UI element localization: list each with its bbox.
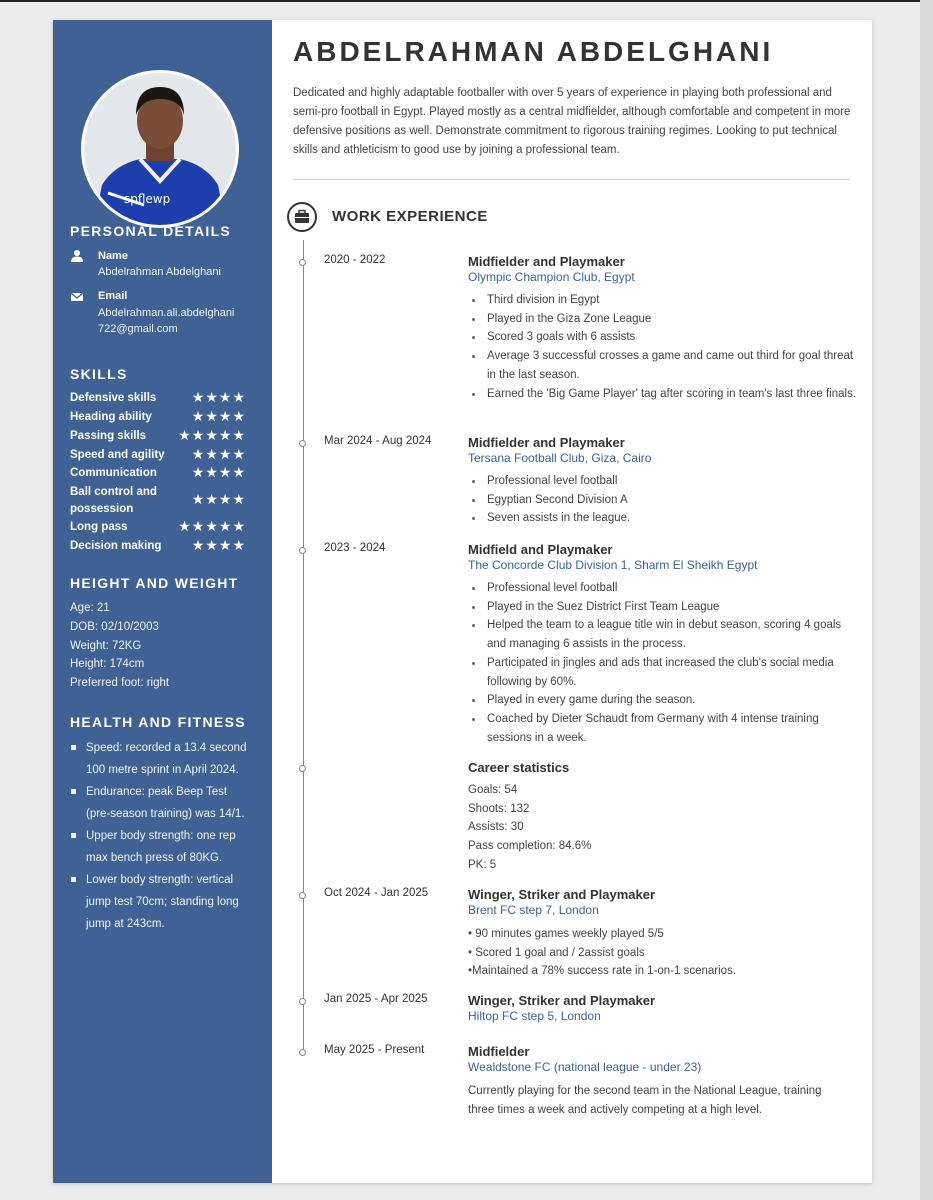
timeline-dot [299, 440, 306, 447]
job-bullet: Professional level football [468, 472, 858, 491]
job-detail-line: • Scored 1 goal and / 2assist goals [468, 946, 645, 959]
job-organization: Brent FC step 7, London [468, 903, 599, 917]
skills-heading: SKILLS [70, 366, 128, 382]
skill-name: Long pass [70, 521, 128, 533]
fitness-item: Upper body strength: one rep max bench press of 80KG. [70, 825, 250, 869]
job-date: 2023 - 2024 [324, 542, 386, 554]
fitness-item: Endurance: peak Beep Test (pre-season training) was 14/1. [70, 781, 250, 825]
job-organization: Tersana Football Club, Giza, Cairo [468, 451, 652, 465]
name-label: Name [98, 250, 128, 262]
job-title: Midfielder and Playmaker [468, 435, 625, 450]
name-value: Abdelrahman Abdelghani [98, 266, 221, 278]
fitness-item: Speed: recorded a 13.4 second 100 metre sprint in April 2024. [70, 737, 250, 781]
skill-name: Communication [70, 467, 157, 479]
job-bullet: Seven assists in the league. [468, 509, 858, 528]
job-date: May 2025 - Present [324, 1044, 425, 1056]
timeline-dot [299, 259, 306, 266]
skill-rating-stars: ★★★★ [191, 464, 246, 480]
timeline-dot [299, 765, 306, 772]
timeline-dot [299, 998, 306, 1005]
health-fitness-list [70, 737, 250, 935]
main-content [272, 20, 872, 1183]
email-value-line2: 722@gmail.com [98, 323, 178, 335]
timeline-dot [299, 1049, 306, 1056]
job-organization: Olympic Champion Club, Egypt [468, 270, 635, 284]
job-organization: Hiltop FC step 5, London [468, 1009, 601, 1023]
skill-name: Speed and agility [70, 449, 165, 461]
skill-name: Defensive skills [70, 392, 157, 404]
job-organization: Wealdstone FC (national league - under 23) [468, 1060, 702, 1074]
job-bullets [468, 579, 858, 747]
job-bullet: Professional level football [468, 579, 858, 598]
job-detail-line: • 90 minutes games weekly played 5/5 [468, 928, 664, 940]
skill-rating-stars: ★★★★ [191, 446, 246, 462]
job-detail-line: •Maintained a 78% success rate in 1-on-1 scenarios. [468, 965, 737, 978]
height-weight-heading: HEIGHT AND WEIGHT [70, 575, 239, 591]
job-bullet: Played in the Giza Zone League [468, 310, 858, 329]
job-detail-line: three times a week and actively competing at a high level. [468, 1103, 763, 1116]
timeline-line [303, 240, 304, 1055]
timeline-dot [299, 892, 306, 899]
job-bullet: Participated in jingles and ads that increased the club's social media following by 60%. [468, 654, 858, 691]
preferred-foot-value: Preferred foot: right [70, 677, 170, 689]
job-title: Midfielder and Playmaker [468, 254, 625, 269]
stat-goals: Goals: 54 [468, 784, 518, 796]
stat-pass-completion: Pass completion: 84.6% [468, 840, 592, 853]
skill-rating-stars: ★★★★ [191, 537, 246, 553]
briefcase-icon [287, 202, 317, 232]
job-bullet: Scored 3 goals with 6 assists [468, 328, 858, 347]
job-organization: The Concorde Club Division 1, Sharm El Sheikh Egypt [468, 558, 758, 572]
job-date: 2020 - 2022 [324, 254, 386, 266]
job-detail-line: Currently playing for the second team in the National League, training [468, 1085, 822, 1097]
job-title: Midfielder [468, 1044, 530, 1059]
career-statistics-title: Career statistics [468, 760, 570, 775]
job-bullets [468, 472, 858, 528]
weight-value: Weight: 72KG [70, 640, 142, 652]
right-margin-strip [920, 0, 933, 1200]
job-bullet: Average 3 successful crosses a game and came out third for goal threat in the last season. [468, 347, 858, 384]
svg-text:spflewp: spflewp [124, 192, 171, 206]
stat-assists: Assists: 30 [468, 821, 524, 834]
health-fitness-heading: HEALTH AND FITNESS [70, 714, 246, 730]
stat-shoots: Shoots: 132 [468, 802, 530, 815]
profile-summary: Dedicated and highly adaptable footballer with over 5 years of experience in playing both professional and semi-pro football in Egypt. Played mostly as a central midfielder, although comfortable and competent in more defensive positions as well. Demonstrate commitment to rigorous training regimes. Looking to put technical skills and athleticism to good use by joining a professional team. [293, 87, 851, 156]
job-bullet: Played in every game during the season. [468, 691, 858, 710]
job-bullet: Played in the Suez District First Team League [468, 598, 858, 617]
skill-name: Ball control and possession [70, 486, 157, 515]
skill-rating-stars: ★★★★★ [178, 427, 246, 443]
dob-value: DOB: 02/10/2003 [70, 621, 159, 633]
sidebar [53, 20, 272, 1183]
skill-name: Passing skills [70, 430, 147, 442]
skill-rating-stars: ★★★★★ [178, 518, 246, 534]
player-portrait [84, 73, 236, 225]
job-bullets [468, 291, 858, 403]
skill-rating-stars: ★★★★ [191, 408, 246, 424]
skill-name: Heading ability [70, 411, 152, 423]
job-bullet: Egyptian Second Division A [468, 491, 858, 510]
job-title: Winger, Striker and Playmaker [468, 887, 656, 902]
age-value: Age: 21 [70, 602, 110, 614]
timeline-dot [299, 547, 306, 554]
email-value-line1: Abdelrahman.ali.abdelghani [98, 307, 235, 319]
job-bullet: Third division in Egypt [468, 291, 858, 310]
email-label: Email [98, 290, 128, 302]
job-bullet: Coached by Dieter Schaudt from Germany with 4 intense training sessions in a week. [468, 710, 858, 747]
stat-pk: PK: 5 [468, 858, 497, 871]
skill-rating-stars: ★★★★ [191, 389, 246, 405]
profile-photo [81, 70, 239, 228]
person-icon [70, 249, 84, 263]
job-title: Winger, Striker and Playmaker [468, 993, 656, 1008]
work-experience-heading: WORK EXPERIENCE [332, 208, 488, 225]
envelope-icon [70, 290, 84, 304]
candidate-name: ABDELRAHMAN ABDELGHANI [293, 36, 774, 67]
skill-name: Decision making [70, 540, 162, 552]
job-date: Oct 2024 - Jan 2025 [324, 887, 429, 899]
job-date: Jan 2025 - Apr 2025 [324, 993, 428, 1005]
fitness-item: Lower body strength: vertical jump test 70cm; standing long jump at 243cm. [70, 869, 250, 935]
job-title: Midfield and Playmaker [468, 542, 613, 557]
height-value: Height: 174cm [70, 658, 145, 670]
section-divider [293, 179, 850, 180]
job-details [468, 1082, 858, 1119]
resume-page [53, 20, 872, 1183]
job-date: Mar 2024 - Aug 2024 [324, 435, 432, 447]
job-bullet: Helped the team to a league title win in debut season, scoring 4 goals and managing 6 assists in the process. [468, 616, 858, 653]
job-bullet: Earned the 'Big Game Player' tag after scoring in team's last three finals. [468, 385, 858, 404]
top-edge-line [0, 0, 933, 2]
career-statistics-list [468, 781, 858, 875]
personal-details-heading: PERSONAL DETAILS [70, 223, 232, 239]
job-details [468, 925, 858, 981]
skill-rating-stars: ★★★★ [191, 491, 246, 507]
